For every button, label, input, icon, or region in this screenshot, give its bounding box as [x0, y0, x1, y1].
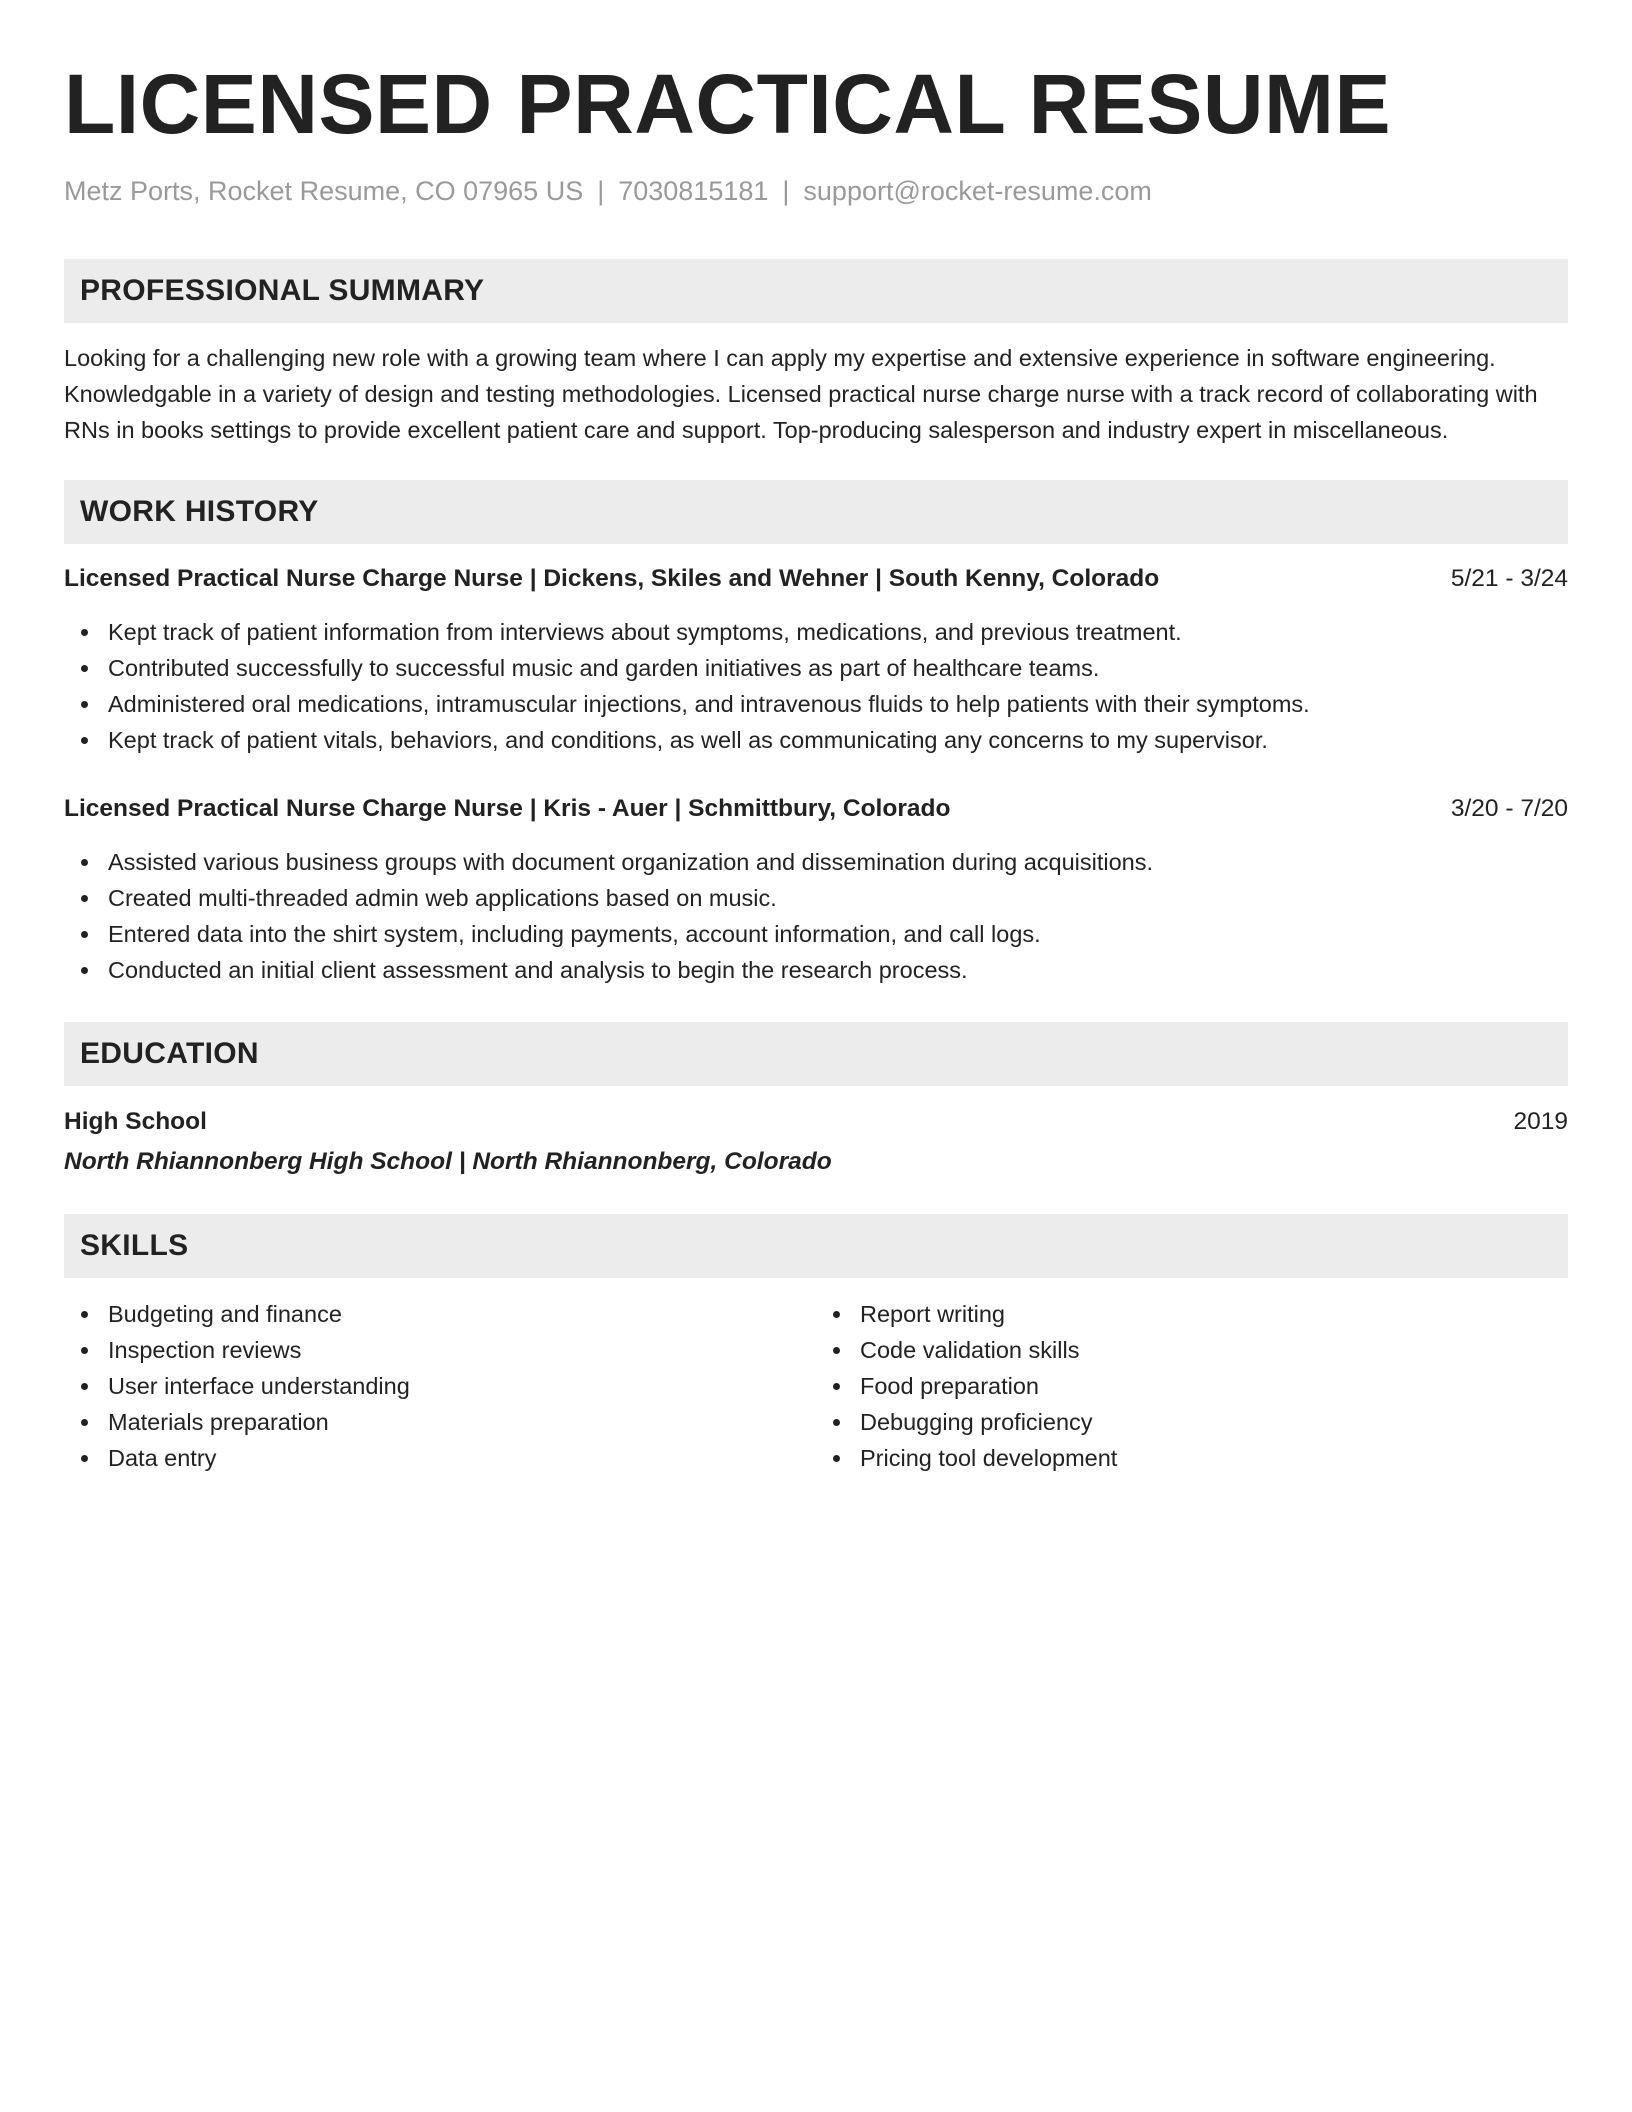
skills-columns: [64, 1296, 1568, 1476]
skills-list: [816, 1296, 1568, 1476]
list-item: Conducted an initial client assessment and analysis to begin the research process.: [64, 952, 1568, 988]
list-item: Budgeting and finance: [64, 1296, 816, 1332]
list-item: Pricing tool development: [816, 1440, 1568, 1476]
list-item: Inspection reviews: [64, 1332, 816, 1368]
skills-list: [64, 1296, 816, 1476]
job-entry: [64, 792, 1568, 988]
contact-phone: 7030815181: [618, 176, 769, 206]
job-dates: 3/20 - 7/20: [1450, 795, 1568, 822]
job-entry: [64, 562, 1568, 758]
job-dates: 5/21 - 3/24: [1450, 565, 1568, 592]
education-year: 2019: [1513, 1108, 1568, 1135]
section-header-skills: [64, 1214, 1568, 1278]
contact-address: Metz Ports, Rocket Resume, CO 07965 US: [64, 176, 584, 206]
list-item: Materials preparation: [64, 1404, 816, 1440]
list-item: Code validation skills: [816, 1332, 1568, 1368]
skills-column-right: [816, 1296, 1568, 1476]
list-item: Debugging proficiency: [816, 1404, 1568, 1440]
list-item: Entered data into the shirt system, including payments, account information, and call logs.: [64, 916, 1568, 952]
education-header: [64, 1105, 1568, 1139]
list-item: Data entry: [64, 1440, 816, 1476]
job-header: [64, 562, 1568, 596]
education-school: North Rhiannonberg High School | North Rhiannonberg, Colorado: [64, 1148, 832, 1175]
contact-separator: |: [597, 176, 605, 206]
section-header-education: [64, 1022, 1568, 1086]
contact-separator: |: [782, 176, 790, 206]
job-title: Licensed Practical Nurse Charge Nurse | Kris - Auer | Schmittbury, Colorado: [64, 795, 951, 822]
section-title-skills: SKILLS: [80, 1229, 189, 1262]
section-title-work-history: WORK HISTORY: [80, 495, 319, 528]
resume-title: LICENSED PRACTICAL RESUME: [64, 57, 1392, 151]
skills-column-left: [64, 1296, 816, 1476]
list-item: Created multi-threaded admin web applications based on music.: [64, 880, 1568, 916]
job-title: Licensed Practical Nurse Charge Nurse | Dickens, Skiles and Wehner | South Kenny, Colorado: [64, 565, 1160, 592]
summary-text: Looking for a challenging new role with a growing team where I can apply my expertise and extensive experience in software engineering. Knowledgable in a variety of design and testing methodologies. Licensed practical nurse charge nurse with a track record of collaborating with RNs in books settings to provide excellent patient care and support. Top-producing salesperson and industry expert in miscellaneous.: [64, 345, 1538, 443]
job-bullet-list: [64, 614, 1568, 758]
list-item: Contributed successfully to successful music and garden initiatives as part of healthcare teams.: [64, 650, 1568, 686]
list-item: Assisted various business groups with document organization and dissemination during acquisitions.: [64, 844, 1568, 880]
list-item: Kept track of patient vitals, behaviors, and conditions, as well as communicating any concerns to my supervisor.: [64, 722, 1568, 758]
contact-email: support@rocket-resume.com: [803, 176, 1152, 206]
job-bullet-list: [64, 844, 1568, 988]
section-header-summary: [64, 259, 1568, 323]
section-title-summary: PROFESSIONAL SUMMARY: [80, 274, 485, 307]
job-header: [64, 792, 1568, 826]
education-degree: High School: [64, 1108, 207, 1135]
section-header-work-history: [64, 480, 1568, 544]
section-title-education: EDUCATION: [80, 1037, 259, 1070]
list-item: Administered oral medications, intramuscular injections, and intravenous fluids to help patients with their symptoms.: [64, 686, 1568, 722]
list-item: Kept track of patient information from interviews about symptoms, medications, and previous treatment.: [64, 614, 1568, 650]
list-item: Report writing: [816, 1296, 1568, 1332]
list-item: User interface understanding: [64, 1368, 816, 1404]
list-item: Food preparation: [816, 1368, 1568, 1404]
contact-line: [64, 174, 1568, 208]
